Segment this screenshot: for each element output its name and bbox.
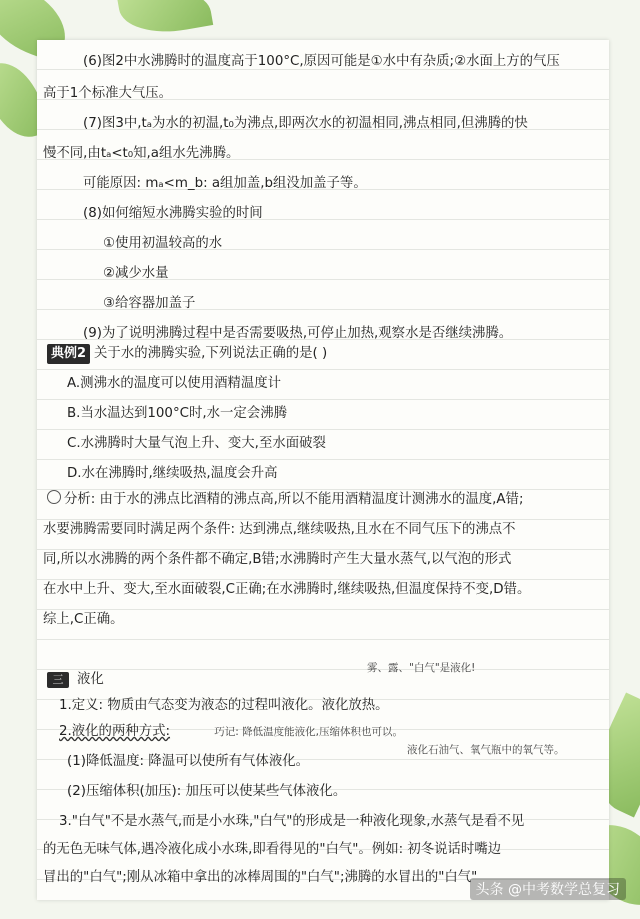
margin-note-ways: 巧记: 降低温度能液化,压缩体积也可以。 bbox=[214, 726, 404, 738]
analysis-line bbox=[47, 490, 609, 510]
text-line: (9)为了说明沸腾过程中是否需要吸热,可停止加热,观察水是否继续沸腾。 bbox=[83, 326, 513, 341]
paragraph-line: 3."白气"不是水蒸气,而是小水珠,"白气"的形成是一种液化现象,水蒸气是看不见 bbox=[59, 814, 525, 829]
text-line: 高于1个标准大气压。 bbox=[43, 86, 173, 101]
paragraph-line: 冒出的"白气";刚从冰箱中拿出的冰棒周围的"白气";沸腾的水冒出的"白气" bbox=[43, 870, 478, 885]
option-c: C.水沸腾时大量气泡上升、变大,至水面破裂 bbox=[67, 436, 326, 451]
option-b: B.当水温达到100°C时,水一定会沸腾 bbox=[67, 406, 287, 421]
ways-label: 2.液化的两种方式: bbox=[59, 724, 171, 739]
analysis-line: 水要沸腾需要同时满足两个条件: 达到沸点,继续吸热,且水在不同气压下的沸点不 bbox=[43, 522, 516, 537]
leaf-decoration-top bbox=[117, 0, 213, 40]
option-a: A.测沸水的温度可以使用酒精温度计 bbox=[67, 376, 282, 391]
margin-note-top: 雾、露、"白气"是液化! bbox=[367, 662, 476, 674]
section-title: 液化 bbox=[77, 672, 104, 687]
section-heading bbox=[47, 670, 609, 690]
text-line: ②减少水量 bbox=[103, 266, 169, 281]
analysis-line: 在水中上升、变大,至水面破裂,C正确;在水沸腾时,继续吸热,但温度保持不变,D错。 bbox=[43, 582, 531, 597]
margin-note-way1: 液化石油气、氧气瓶中的氧气等。 bbox=[407, 744, 565, 756]
watermark: 头条 @中考数学总复习 bbox=[470, 878, 626, 900]
text-line: (8)如何缩短水沸腾实验的时间 bbox=[83, 206, 263, 221]
option-d: D.水在沸腾时,继续吸热,温度会升高 bbox=[67, 466, 278, 481]
example-question bbox=[47, 344, 609, 364]
analysis-text: 分析: 由于水的沸点比酒精的沸点高,所以不能用酒精温度计测沸水的温度,A错; bbox=[64, 492, 524, 507]
circle-icon bbox=[47, 490, 61, 504]
analysis-line: 同,所以水沸腾的两个条件都不确定,B错;水沸腾时产生大量水蒸气,以气泡的形式 bbox=[43, 552, 512, 567]
notebook-page bbox=[37, 40, 609, 900]
text-line: 慢不同,由tₐ<t₀知,a组水先沸腾。 bbox=[43, 146, 240, 161]
text-line: (7)图3中,tₐ为水的初温,t₀为沸点,即两次水的初温相同,沸点相同,但沸腾的快 bbox=[83, 116, 528, 131]
analysis-line: 综上,C正确。 bbox=[43, 612, 124, 627]
text-line: (6)图2中水沸腾时的温度高于100°C,原因可能是①水中有杂质;②水面上方的气压 bbox=[83, 54, 560, 69]
text-line: ①使用初温较高的水 bbox=[103, 236, 223, 251]
paragraph-line: 的无色无味气体,遇冷液化成小水珠,即看得见的"白气"。例如: 初冬说话时嘴边 bbox=[43, 842, 502, 857]
text-line: ③给容器加盖子 bbox=[103, 296, 196, 311]
definition-line: 1.定义: 物质由气态变为液态的过程叫液化。液化放热。 bbox=[59, 698, 389, 713]
example-badge: 典例2 bbox=[47, 344, 90, 364]
ways-line bbox=[59, 722, 609, 742]
text-line: 可能原因: mₐ<m_b: a组加盖,b组没加盖子等。 bbox=[83, 176, 367, 191]
section-mark: 三 bbox=[47, 672, 69, 688]
way2-line: (2)压缩体积(加压): 加压可以使某些气体液化。 bbox=[67, 784, 347, 799]
way1-line: (1)降低温度: 降温可以使所有气体液化。 bbox=[67, 754, 309, 769]
question-text: 关于水的沸腾实验,下列说法正确的是( ) bbox=[94, 346, 328, 361]
